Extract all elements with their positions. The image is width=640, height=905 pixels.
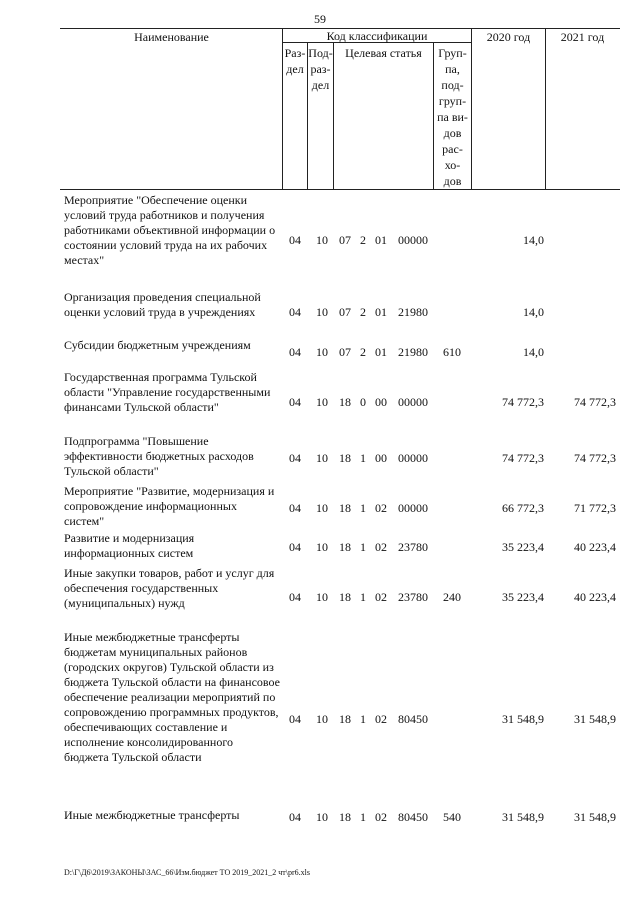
- row-code-t3: 02: [375, 712, 387, 726]
- row-code-t2: 1: [360, 501, 366, 515]
- row-code-p: 10: [316, 395, 328, 409]
- header-name: Наименование: [134, 30, 209, 44]
- row-value-2021: 31 548,9: [574, 712, 616, 726]
- row-name: Иные межбюджетные трансферты: [64, 808, 240, 822]
- header-classification: Код классификации: [326, 29, 428, 43]
- header-razdel-line: Раз-: [284, 46, 306, 60]
- header-group-line: рас-: [442, 142, 463, 156]
- row-code-t2: 1: [360, 540, 366, 554]
- header-group-line: груп-: [438, 94, 467, 108]
- row-value-2020: 74 772,3: [502, 395, 544, 409]
- row-value-2020: 66 772,3: [502, 501, 544, 515]
- header-group: [433, 45, 472, 189]
- row-name: Субсидии бюджетным учреждениям: [64, 338, 251, 352]
- header-podrazdel-line: дел: [311, 78, 330, 92]
- header-group-line: хо-: [444, 158, 461, 172]
- row-value-2021: 31 548,9: [574, 810, 616, 824]
- row-code-t2: 2: [360, 305, 366, 319]
- row-value-2020: 14,0: [523, 305, 544, 319]
- row-code-t2: 1: [360, 590, 366, 604]
- row-code-t3: 00: [375, 451, 387, 465]
- row-code-t3: 01: [375, 345, 387, 359]
- row-value-2020: 35 223,4: [502, 540, 544, 554]
- row-value-2021: 74 772,3: [574, 451, 616, 465]
- header-group-line: Груп-: [438, 46, 467, 60]
- header-name-cell: [60, 28, 283, 190]
- row-code-g: 240: [443, 590, 461, 604]
- row-code-t1: 18: [339, 712, 351, 726]
- header-group-line: под-: [441, 78, 464, 92]
- header-podrazdel-line: Под-: [308, 46, 333, 60]
- row-code-r: 04: [289, 712, 301, 726]
- row-code-p: 10: [316, 590, 328, 604]
- row-name: Развитие и модернизация информационных систем: [64, 531, 195, 560]
- header-year2-cell: [545, 28, 620, 190]
- row-code-t4: 23780: [398, 540, 428, 554]
- header-year1-cell: [471, 28, 546, 190]
- header-group-line: па ви-: [437, 110, 468, 124]
- row-value-2020: 31 548,9: [502, 712, 544, 726]
- page-number: 59: [314, 12, 326, 26]
- row-code-t3: 00: [375, 395, 387, 409]
- row-code-p: 10: [316, 345, 328, 359]
- row-name: Мероприятие "Обеспечение оценки условий труда работников и получения работниками объективной информации о состоянии условий труда на их рабочих местах": [64, 193, 276, 267]
- row-code-t3: 02: [375, 501, 387, 515]
- row-code-t1: 07: [339, 345, 351, 359]
- row-code-t1: 07: [339, 305, 351, 319]
- row-value-2021: 74 772,3: [574, 395, 616, 409]
- file-path-footer: D:\Г\Д6\2019\ЗАКОНЫ\ЗАС_66\Изм.бюджет ТО 2019_2021_2 чт\pr6.xls: [64, 868, 310, 877]
- row-value-2020: 14,0: [523, 233, 544, 247]
- row-code-t4: 21980: [398, 305, 428, 319]
- header-year2: 2021 год: [560, 30, 605, 44]
- row-code-t4: 21980: [398, 345, 428, 359]
- row-code-g: 610: [443, 345, 461, 359]
- row-value-2021: 40 223,4: [574, 590, 616, 604]
- table-header: [60, 28, 620, 190]
- row-code-p: 10: [316, 810, 328, 824]
- row-name: Организация проведения специальной оценки условий труда в учреждениях: [64, 290, 261, 319]
- row-code-p: 10: [316, 233, 328, 247]
- row-code-r: 04: [289, 345, 301, 359]
- header-target: Целевая статья: [345, 46, 422, 60]
- row-code-t1: 18: [339, 395, 351, 409]
- row-name: Подпрограмма "Повышение эффективности бюджетных расходов Тульской области": [64, 434, 254, 478]
- row-code-t2: 1: [360, 451, 366, 465]
- row-code-r: 04: [289, 451, 301, 465]
- row-code-r: 04: [289, 590, 301, 604]
- row-code-r: 04: [289, 395, 301, 409]
- row-value-2021: 40 223,4: [574, 540, 616, 554]
- header-target-cell: [333, 42, 434, 190]
- row-code-t1: 18: [339, 501, 351, 515]
- row-code-t3: 01: [375, 305, 387, 319]
- row-code-t3: 02: [375, 590, 387, 604]
- row-code-r: 04: [289, 305, 301, 319]
- header-group-line: дов: [443, 126, 462, 140]
- header-group-line: дов: [443, 174, 462, 188]
- row-code-t3: 01: [375, 233, 387, 247]
- row-code-t1: 18: [339, 451, 351, 465]
- row-code-t2: 0: [360, 395, 366, 409]
- row-code-p: 10: [316, 305, 328, 319]
- row-code-t4: 00000: [398, 451, 428, 465]
- row-code-t2: 1: [360, 712, 366, 726]
- header-razdel-line: дел: [286, 62, 304, 76]
- row-value-2020: 14,0: [523, 345, 544, 359]
- row-code-t1: 18: [339, 540, 351, 554]
- row-code-t3: 02: [375, 810, 387, 824]
- header-razdel: [282, 45, 308, 77]
- row-code-t1: 18: [339, 810, 351, 824]
- row-code-r: 04: [289, 540, 301, 554]
- row-value-2021: 71 772,3: [574, 501, 616, 515]
- row-name: Мероприятие "Развитие, модернизация и сопровождение информационных систем": [64, 484, 275, 528]
- row-code-t4: 00000: [398, 395, 428, 409]
- row-code-t2: 2: [360, 233, 366, 247]
- row-value-2020: 31 548,9: [502, 810, 544, 824]
- row-code-r: 04: [289, 501, 301, 515]
- row-name: Иные закупки товаров, работ и услуг для обеспечения государственных (муниципальных) нужд: [64, 566, 275, 610]
- row-code-t1: 07: [339, 233, 351, 247]
- row-code-p: 10: [316, 712, 328, 726]
- row-code-t4: 00000: [398, 233, 428, 247]
- header-podrazdel-line: раз-: [310, 62, 331, 76]
- row-code-t2: 2: [360, 345, 366, 359]
- row-code-r: 04: [289, 810, 301, 824]
- row-code-t4: 80450: [398, 712, 428, 726]
- header-year1: 2020 год: [486, 30, 531, 44]
- row-value-2020: 35 223,4: [502, 590, 544, 604]
- row-code-g: 540: [443, 810, 461, 824]
- row-name: Государственная программа Тульской области "Управление государственными финансами Тульской области": [64, 370, 271, 414]
- row-value-2020: 74 772,3: [502, 451, 544, 465]
- row-code-p: 10: [316, 451, 328, 465]
- row-code-t1: 18: [339, 590, 351, 604]
- header-group-line: па,: [445, 62, 460, 76]
- row-code-t4: 23780: [398, 590, 428, 604]
- row-code-p: 10: [316, 540, 328, 554]
- row-code-r: 04: [289, 233, 301, 247]
- row-code-p: 10: [316, 501, 328, 515]
- row-name: Иные межбюджетные трансферты бюджетам муниципальных районов (городских округов) Тульской области из бюджета Тульской области на финансовое обеспечение реализации мероприятий по сопровождению программных продуктов, обеспечивающих составление и исполнение консолидированного бюджета Тульской области: [64, 630, 280, 764]
- header-podrazdel: [307, 45, 334, 93]
- row-code-t3: 02: [375, 540, 387, 554]
- row-code-t2: 1: [360, 810, 366, 824]
- row-code-t4: 80450: [398, 810, 428, 824]
- row-code-t4: 00000: [398, 501, 428, 515]
